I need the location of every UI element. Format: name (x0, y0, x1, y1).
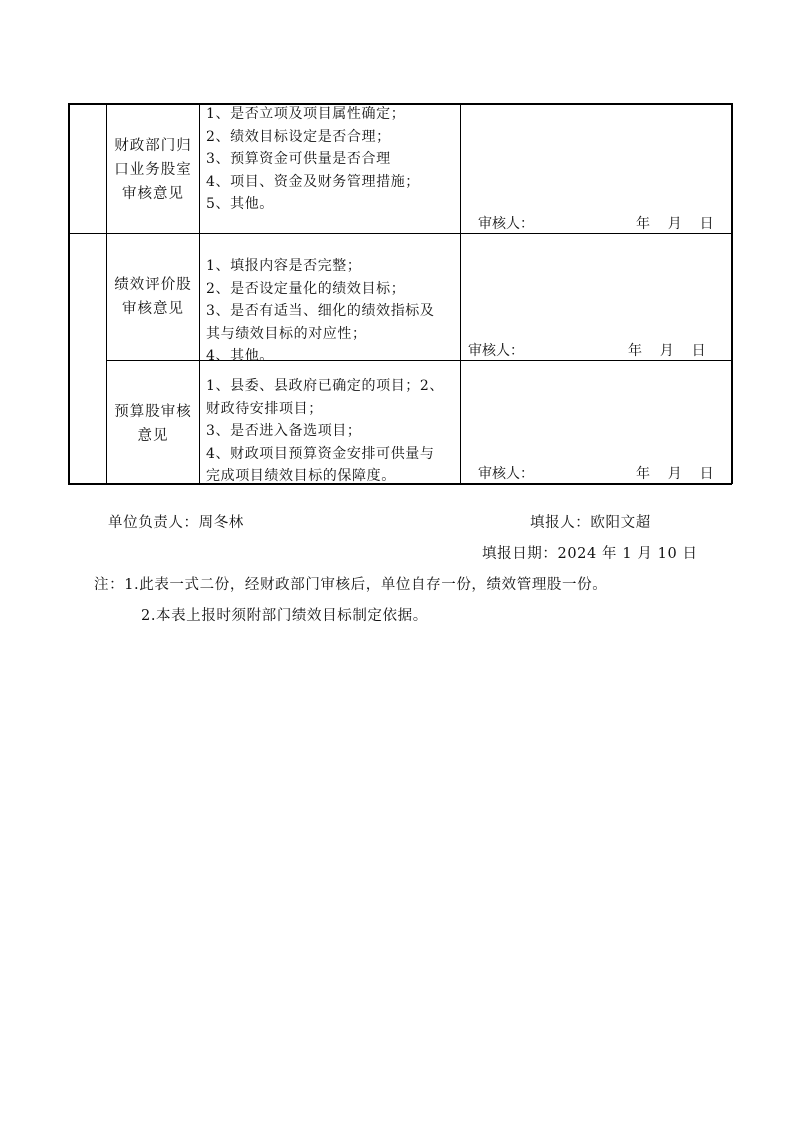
row-2-criterion-3: 3、是否有适当、细化的绩效指标及 (206, 303, 435, 319)
row-2-criterion-2: 2、是否设定量化的绩效目标； (206, 280, 406, 297)
note-2: 2.本表上报时须附部门绩效目标制定依据。 (141, 608, 428, 624)
row-1-criterion-4: 4、项目、资金及财务管理措施； (206, 173, 420, 190)
row-1-criterion-5: 5、其他。 (206, 196, 274, 212)
row-1-label-line-1: 财政部门归 (114, 138, 192, 154)
row-3-criterion-4: 4、财政项目预算资金安排可供量与 (206, 445, 435, 462)
row-2-label-line-2: 审核意见 (122, 301, 184, 317)
row-3-label-line-1: 预算股审核 (114, 404, 192, 420)
row-2-criteria (206, 255, 435, 368)
column-divider-2 (199, 103, 200, 484)
unit-head: 单位负责人：周冬林 (108, 515, 244, 531)
row-2-date-label: 年 月 日 (628, 343, 706, 359)
row-3-criterion-1: 1、县委、县政府已确定的项目；2、 (206, 378, 445, 394)
row-3-criterion-5: 完成项目绩效目标的保障度。 (206, 468, 396, 484)
row-1-date-label: 年 月 日 (636, 216, 714, 232)
filler: 填报人：欧阳文超 (530, 515, 651, 531)
row-1-criteria (206, 103, 420, 216)
row-2-label (107, 273, 199, 321)
row-1-criterion-3: 3、预算资金可供量是否合理 (206, 151, 391, 167)
row-1-criterion-2: 2、绩效目标设定是否合理； (206, 128, 391, 145)
row-2-label-line-1: 绩效评价股 (114, 277, 192, 293)
row-2-criterion-5: 4、其他。 (206, 348, 274, 364)
row-2-criterion-1: 1、填报内容是否完整； (206, 258, 362, 274)
row-2-reviewer-label: 审核人： (468, 343, 524, 359)
row-3-label-line-2: 意见 (137, 428, 169, 444)
row-2-criterion-4: 其与绩效目标的对应性； (206, 325, 367, 342)
row-3-reviewer-label: 审核人： (478, 466, 534, 482)
column-divider-3 (460, 103, 461, 484)
row-1-label-line-3: 审核意见 (122, 186, 184, 202)
row-3-criteria (206, 375, 444, 488)
table-left-border (68, 103, 70, 484)
row-3-criterion-2: 财政待安排项目； (206, 400, 323, 417)
row-3-criterion-3: 3、是否进入备选项目； (206, 423, 362, 439)
row-1-reviewer-label: 审核人： (478, 216, 534, 232)
table-right-border (731, 103, 733, 484)
row-1-label-line-2: 口业务股室 (114, 162, 192, 178)
row-1-criterion-1: 1、是否立项及项目属性确定； (206, 106, 406, 122)
row-divider-1 (68, 233, 732, 234)
row-3-date-label: 年 月 日 (636, 466, 714, 482)
fill-date: 填报日期：2024 年 1 月 10 日 (482, 546, 698, 562)
note-1: 注：1.此表一式二份，经财政部门审核后，单位自存一份，绩效管理股一份。 (94, 577, 608, 593)
row-1-label (107, 134, 199, 206)
row-3-label (107, 400, 199, 448)
